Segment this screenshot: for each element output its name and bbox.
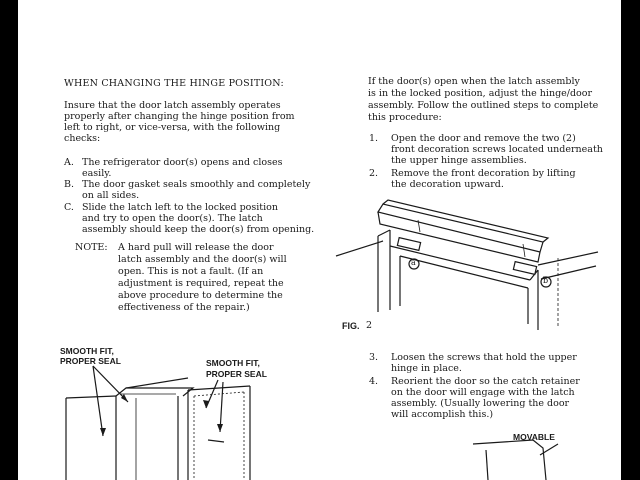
note-text: adjustment is required, repeat the [118,278,284,289]
check-item-text: on all sides. [82,190,140,201]
step-text: on the door will engage with the latch [391,387,575,398]
check-item-label: A. [64,157,74,168]
step-text: Loosen the screws that hold the upper [391,352,577,363]
step-number: 4. [369,376,379,387]
note-text: A hard pull will release the door [118,242,274,253]
note-text: above procedure to determine the [118,290,283,301]
step-text: Remove the front decoration by lifting [391,168,576,179]
step-text: front decoration screws located underneath [391,144,603,155]
intro-line: Insure that the door latch assembly operates [64,100,281,111]
callout-a: a [411,258,416,267]
procedure-intro-line: this procedure: [368,112,442,123]
manual-page [18,0,621,480]
movable-label: MOVABLE [513,432,555,442]
note-label: NOTE: [75,242,108,253]
step-text: the decoration upward. [391,179,504,190]
check-item-text: easily. [82,168,112,179]
check-item-label: C. [64,202,74,213]
intro-line: left to right, or vice-versa, with the following [64,122,281,133]
check-item-text: Slide the latch left to the locked position [82,202,278,213]
figure-number: 2 [366,320,373,331]
procedure-intro-line: assembly. Follow the outlined steps to complete [368,100,599,111]
callout-b: b [543,276,549,285]
procedure-intro-line: is in the locked position, adjust the hinge/door [368,88,593,99]
smooth-fit-label: SMOOTH FIT, [60,346,114,356]
proper-seal-label: PROPER SEAL [206,369,267,379]
step-text: Reorient the door so the catch retainer [391,376,580,387]
proper-seal-label: PROPER SEAL [60,356,121,366]
intro-line: checks: [64,133,101,144]
step-text: the upper hinge assemblies. [391,155,527,166]
check-item-text: The refrigerator door(s) opens and closes [82,157,283,168]
check-item-text: and try to open the door(s). The latch [82,213,263,224]
section-heading: WHEN CHANGING THE HINGE POSITION: [64,78,284,89]
step-text: will accomplish this.) [391,409,494,420]
step-text: hinge in place. [391,363,462,374]
step-number: 2. [369,168,379,179]
note-text: effectiveness of the repair.) [118,302,250,313]
check-item-text: The door gasket seals smoothly and completely [82,179,311,190]
check-item-label: B. [64,179,75,190]
step-text: assembly. (Usually lowering the door [391,398,570,409]
procedure-intro-line: If the door(s) open when the latch assembly [368,76,580,87]
step-text: Open the door and remove the two (2) [391,133,576,144]
note-text: open. This is not a fault. (If an [118,266,264,277]
intro-line: properly after changing the hinge position from [64,111,295,122]
smooth-fit-label: SMOOTH FIT, [206,358,260,368]
figure-caption: FIG. [342,321,360,331]
note-text: latch assembly and the door(s) will [118,254,287,265]
check-item-text: assembly should keep the door(s) from opening. [82,224,315,235]
step-number: 1. [369,133,379,144]
step-number: 3. [369,352,379,363]
